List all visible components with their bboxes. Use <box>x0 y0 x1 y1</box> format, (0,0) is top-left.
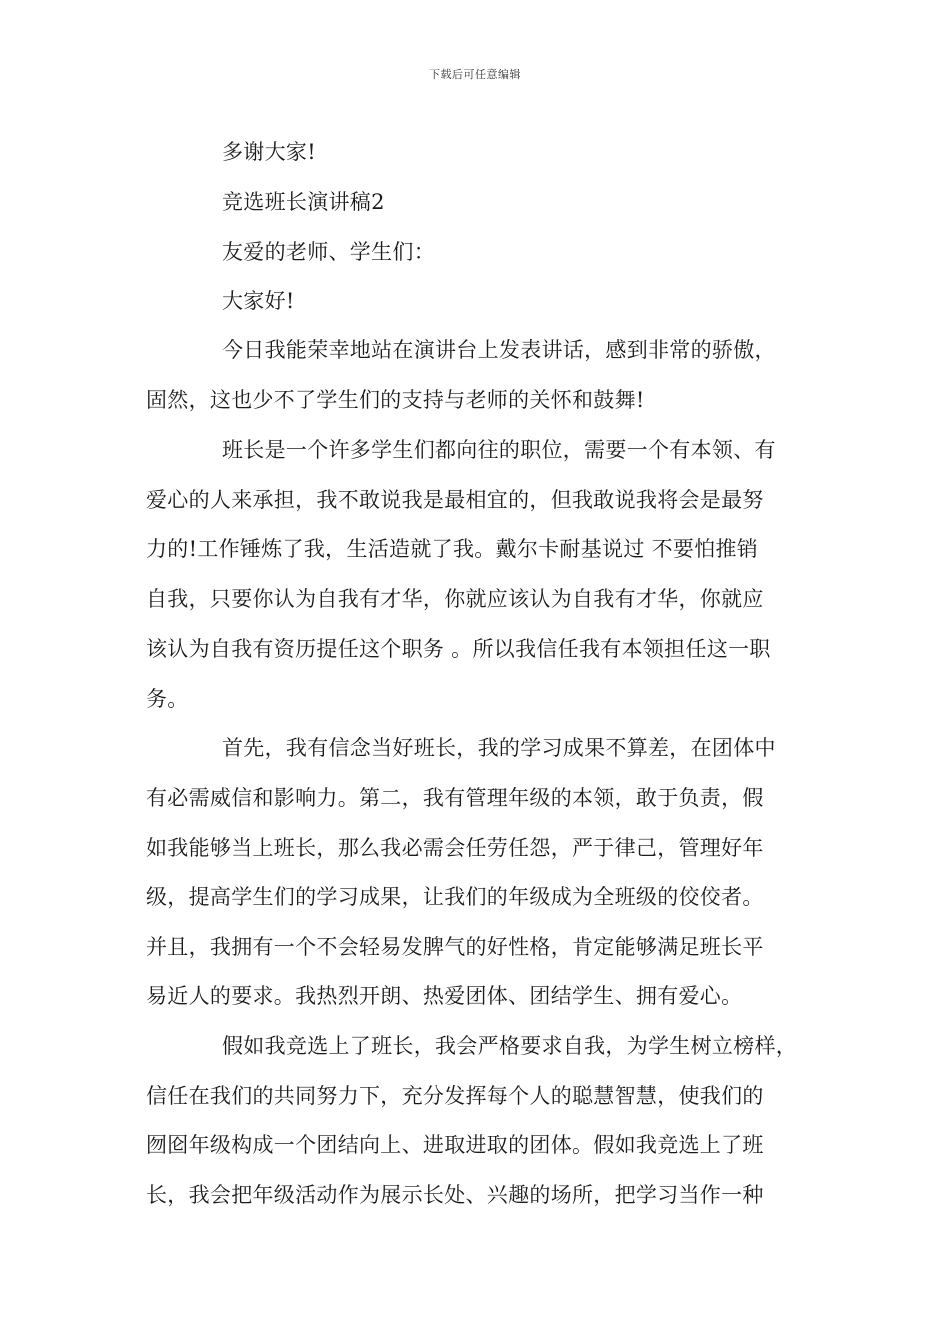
text-line: 该认为自我有资历提任这个职务 。所以我信任我有本领担任这一职 <box>146 637 771 661</box>
text-line: 假如我竞选上了班长，我会严格要求自我，为学生树立榜样， <box>222 1034 798 1058</box>
text-line: 竞选班长演讲稿2 <box>222 190 385 214</box>
text-line: 自我，只要你认为自我有才华，你就应该认为自我有才华，你就应 <box>146 587 764 611</box>
text-line: 长，我会把年级活动作为展示长处、兴趣的场所，把学习当作一种 <box>146 1183 764 1207</box>
text-line: 大家好! <box>222 289 295 313</box>
text-line: 如我能够当上班长，那么我必需会任劳任怨，严于律己，管理好年 <box>146 836 764 860</box>
text-line: 今日我能荣幸地站在演讲台上发表讲话，感到非常的骄傲， <box>222 338 776 362</box>
text-line: 囫囵年级构成一个团结向上、进取进取的团体。假如我竞选上了班 <box>146 1133 764 1157</box>
text-line: 班长是一个许多学生们都向往的职位，需要一个有本领、有 <box>222 438 776 462</box>
text-line: 首先，我有信念当好班长，我的学习成果不算差，在团体中 <box>222 736 776 760</box>
text-line: 务。 <box>146 687 189 711</box>
text-line: 信任在我们的共同努力下，充分发挥每个人的聪慧智慧，使我们的 <box>146 1084 764 1108</box>
text-line: 固然，这也少不了学生们的支持与老师的关怀和鼓舞! <box>146 388 645 412</box>
header-note: 下载后可任意编辑 <box>429 68 521 81</box>
text-line: 有必需威信和影响力。第二，我有管理年级的本领，敢于负责，假 <box>146 786 764 810</box>
text-line: 力的!工作锤炼了我，生活造就了我。戴尔卡耐基说过 不要怕推销 <box>146 537 759 561</box>
text-line: 爱心的人来承担，我不敢说我是最相宜的，但我敢说我将会是最努 <box>146 488 764 512</box>
text-line: 并且，我拥有一个不会轻易发脾气的好性格，肯定能够满足班长平 <box>146 935 764 959</box>
text-line: 级，提高学生们的学习成果，让我们的年级成为全班级的佼佼者。 <box>146 885 764 909</box>
text-line: 易近人的要求。我热烈开朗、热爱团体、团结学生、拥有爱心。 <box>146 984 743 1008</box>
text-line: 友爱的老师、学生们： <box>222 240 435 264</box>
text-line: 多谢大家! <box>222 140 316 164</box>
